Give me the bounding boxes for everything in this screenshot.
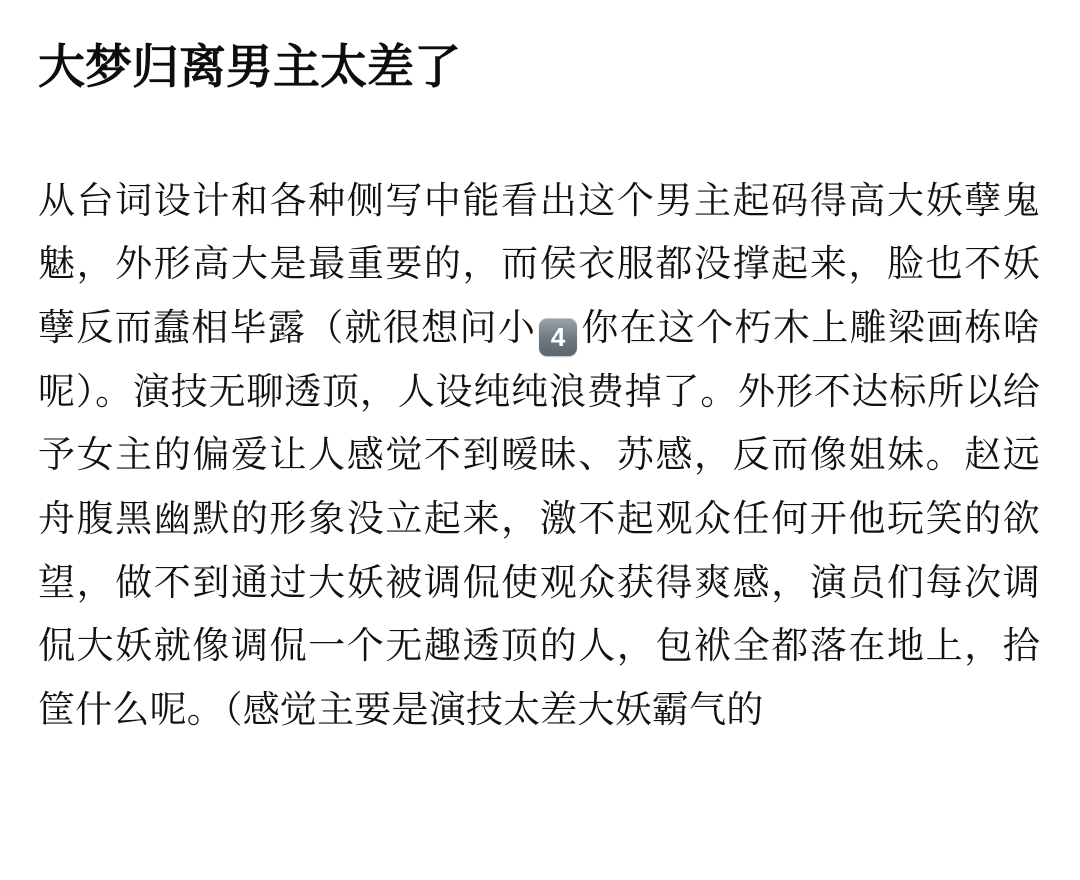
- body-text-part-2: 你在这个朽木上雕梁画栋啥呢）。演技无聊透顶，人设纯纯浪费掉了。外形不达标所以给予女主的偏爱让人感觉不到暧昧、苏感，反而像姐妹。赵远舟腹黑幽默的形象没立起来，激不起观众任何开他玩笑的欲望，做不到通过大妖被调侃使观众获得爽感，演员们每次调侃大妖就像调侃一个无趣透顶的人，包袱全都落在地上，拾筐什么呢。（感觉主要是演技太差大妖霸气的: [38, 307, 1040, 730]
- body-text-part-1: 从台词设计和各种侧写中能看出这个男主起码得高大妖孽鬼魅，外形高大是最重要的，而侯衣服都没撑起来，脸也不妖孽反而蠢相毕露（就很想问小: [38, 179, 1040, 348]
- article-body: [38, 169, 1040, 742]
- page-title: 大梦归离男主太差了: [38, 40, 461, 93]
- title-body-spacer: [38, 97, 1040, 169]
- number-badge-icon: 4: [539, 318, 577, 356]
